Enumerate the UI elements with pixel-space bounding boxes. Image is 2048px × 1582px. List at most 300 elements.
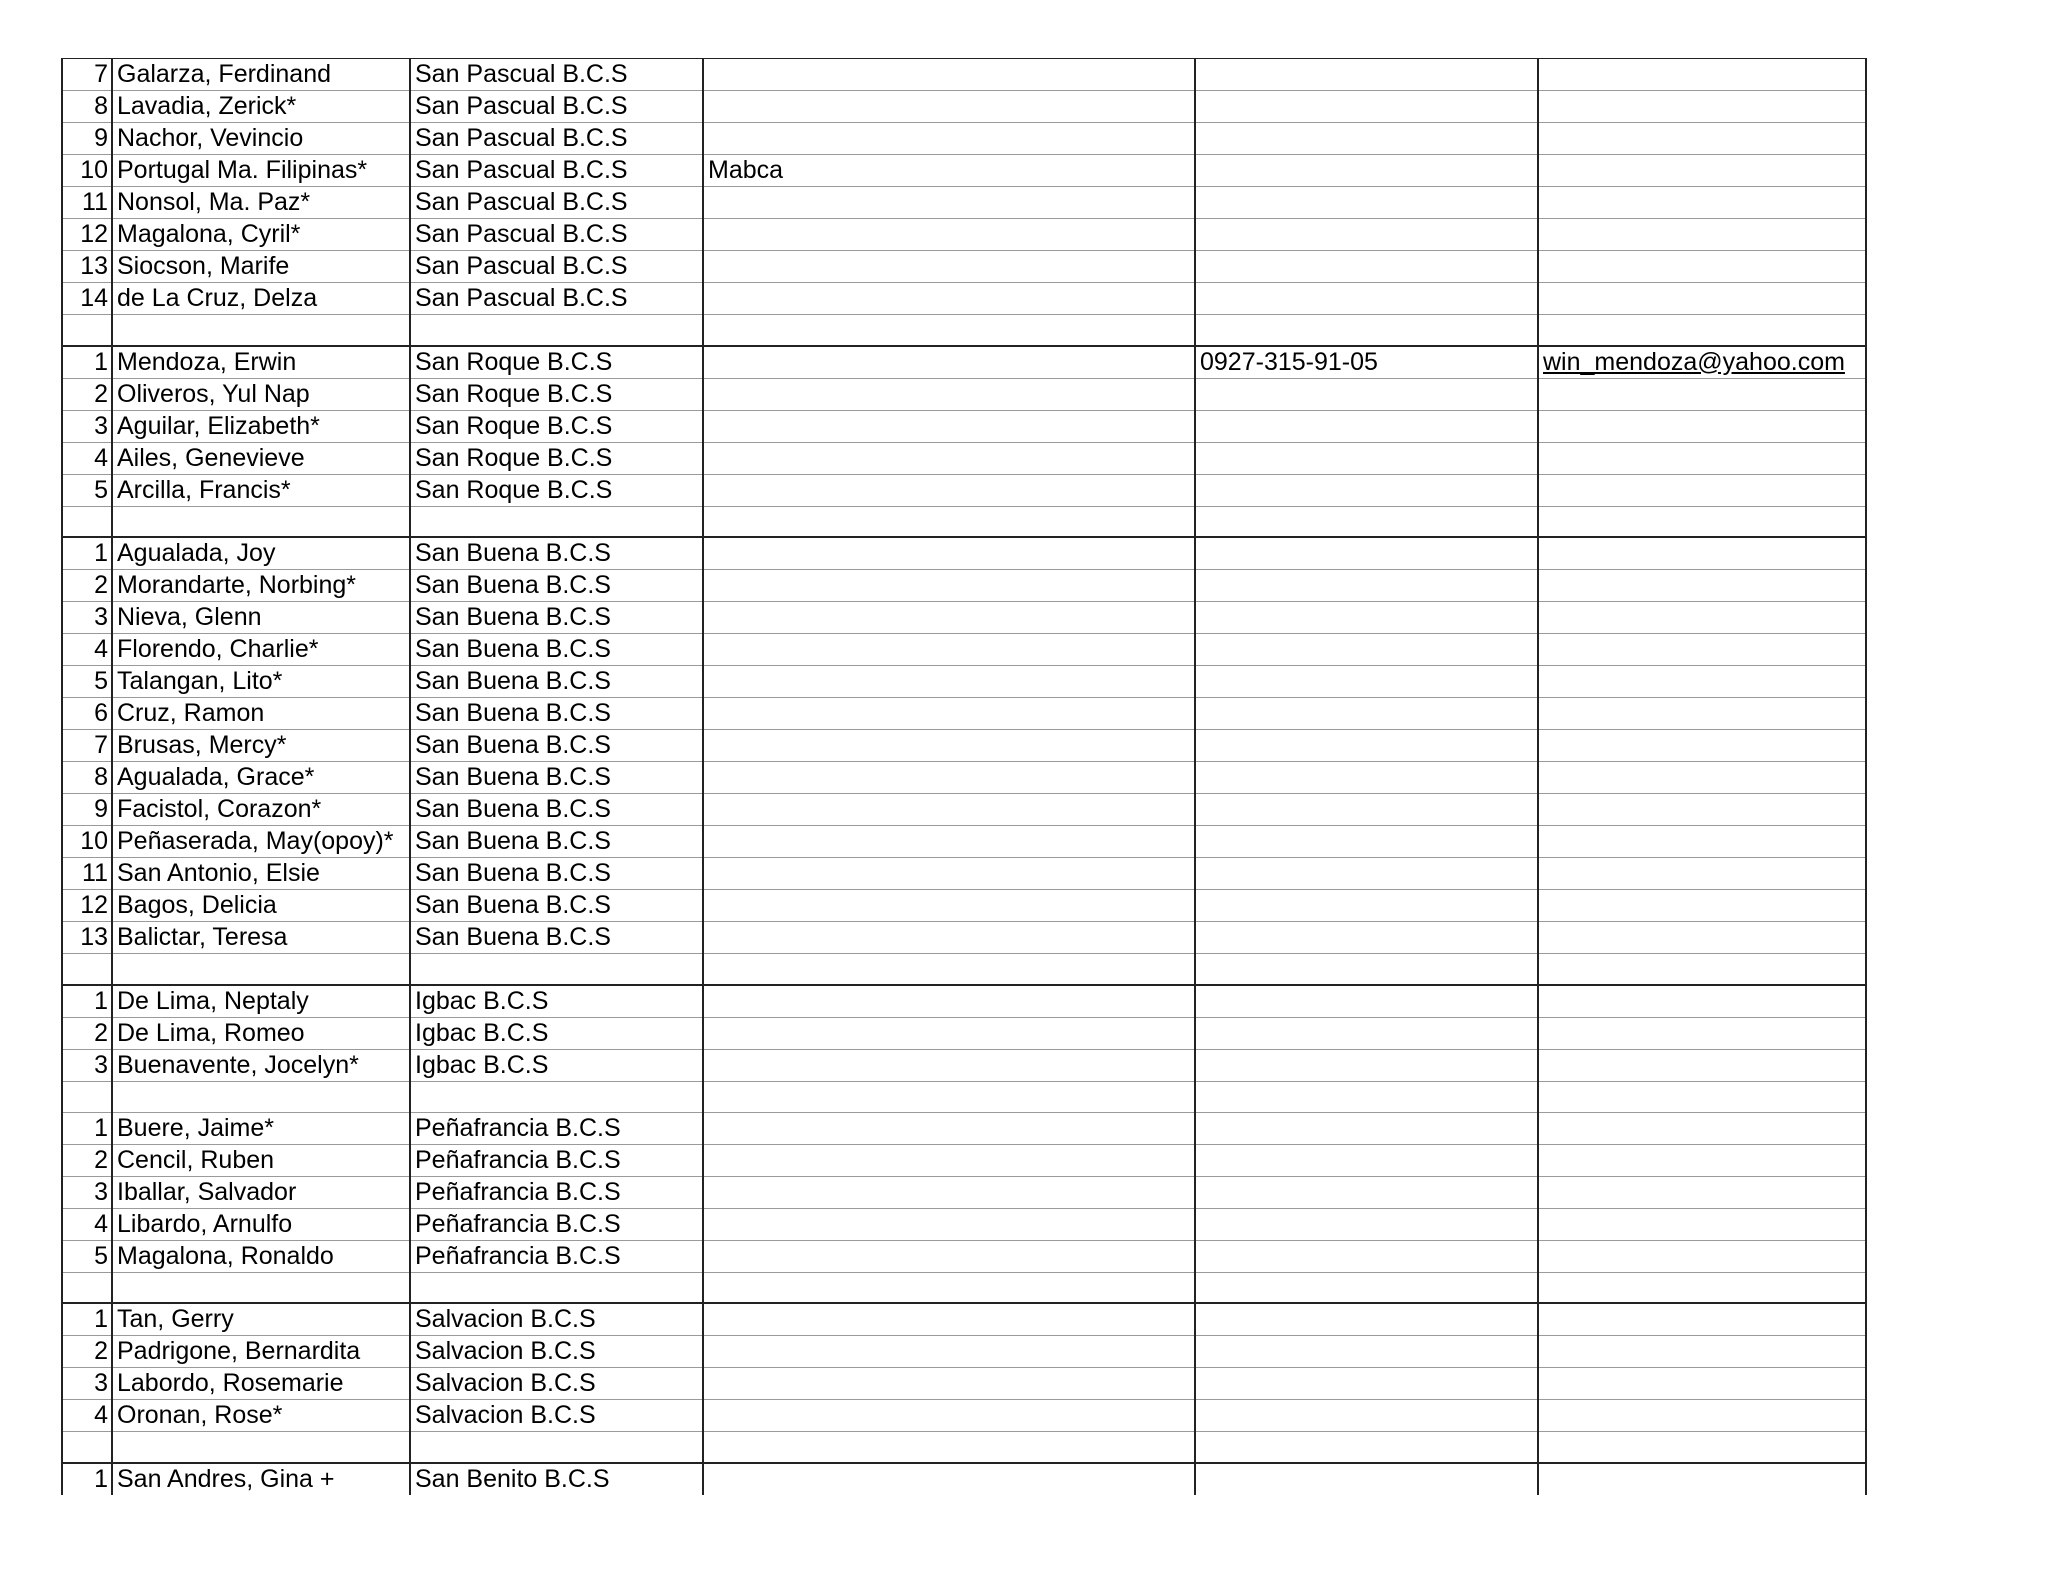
note-cell <box>703 826 1195 858</box>
phone-number-cell <box>1195 1081 1538 1112</box>
note-cell <box>703 890 1195 922</box>
table-row <box>62 1176 1866 1208</box>
table-row <box>62 410 1866 442</box>
organization-cell: Peñafrancia B.C.S <box>410 1112 703 1144</box>
note-cell <box>703 858 1195 890</box>
note-cell <box>703 634 1195 666</box>
phone-number-cell <box>1195 1176 1538 1208</box>
email-cell <box>1538 954 1866 985</box>
table-row <box>62 794 1866 826</box>
note-cell <box>703 1463 1195 1495</box>
note-cell <box>703 1208 1195 1240</box>
note-cell <box>703 187 1195 219</box>
table-row <box>62 1112 1866 1144</box>
row-number-cell: 11 <box>62 187 112 219</box>
member-name-cell: Galarza, Ferdinand <box>112 59 410 91</box>
row-number-cell <box>62 1432 112 1463</box>
phone-number-cell <box>1195 91 1538 123</box>
note-cell <box>703 378 1195 410</box>
organization-cell: San Buena B.C.S <box>410 602 703 634</box>
note-cell <box>703 922 1195 954</box>
member-name-cell: Cencil, Ruben <box>112 1144 410 1176</box>
organization-cell <box>410 315 703 346</box>
row-number-cell: 9 <box>62 123 112 155</box>
note-cell <box>703 410 1195 442</box>
organization-cell: San Buena B.C.S <box>410 537 703 570</box>
organization-cell: Peñafrancia B.C.S <box>410 1240 703 1272</box>
note-cell <box>703 762 1195 794</box>
email-cell <box>1538 1368 1866 1400</box>
phone-number-cell <box>1195 922 1538 954</box>
organization-cell: San Buena B.C.S <box>410 890 703 922</box>
row-number-cell: 1 <box>62 1112 112 1144</box>
row-number-cell: 10 <box>62 826 112 858</box>
member-name-cell: Mendoza, Erwin <box>112 346 410 379</box>
member-name-cell: Nachor, Vevincio <box>112 123 410 155</box>
organization-cell: Salvacion B.C.S <box>410 1368 703 1400</box>
note-cell <box>703 91 1195 123</box>
table-row <box>62 537 1866 570</box>
organization-cell: San Buena B.C.S <box>410 762 703 794</box>
email-cell <box>1538 762 1866 794</box>
note-cell <box>703 985 1195 1018</box>
row-number-cell: 5 <box>62 474 112 506</box>
phone-number-cell <box>1195 730 1538 762</box>
organization-cell <box>410 506 703 537</box>
note-cell <box>703 1368 1195 1400</box>
row-number-cell: 3 <box>62 1049 112 1081</box>
note-cell <box>703 474 1195 506</box>
row-number-cell: 7 <box>62 730 112 762</box>
table-row <box>62 826 1866 858</box>
phone-number-cell <box>1195 890 1538 922</box>
organization-cell <box>410 1081 703 1112</box>
email-cell <box>1538 570 1866 602</box>
email-cell <box>1538 123 1866 155</box>
phone-number-cell <box>1195 1432 1538 1463</box>
email-cell <box>1538 1272 1866 1303</box>
phone-number-cell <box>1195 155 1538 187</box>
member-name-cell: Oliveros, Yul Nap <box>112 378 410 410</box>
email-cell <box>1538 922 1866 954</box>
member-name-cell: Arcilla, Francis* <box>112 474 410 506</box>
note-cell <box>703 1049 1195 1081</box>
row-number-cell: 6 <box>62 698 112 730</box>
table-row <box>62 570 1866 602</box>
member-name-cell: Portugal Ma. Filipinas* <box>112 155 410 187</box>
email-cell <box>1538 442 1866 474</box>
phone-number-cell <box>1195 537 1538 570</box>
member-name-cell: Magalona, Cyril* <box>112 219 410 251</box>
row-number-cell: 12 <box>62 890 112 922</box>
phone-number-cell <box>1195 666 1538 698</box>
phone-number-cell <box>1195 283 1538 315</box>
note-cell <box>703 1432 1195 1463</box>
email-cell <box>1538 858 1866 890</box>
organization-cell: San Buena B.C.S <box>410 922 703 954</box>
table-row <box>62 1017 1866 1049</box>
row-number-cell: 13 <box>62 251 112 283</box>
row-number-cell: 5 <box>62 1240 112 1272</box>
note-cell <box>703 730 1195 762</box>
row-number-cell: 10 <box>62 155 112 187</box>
table-row <box>62 123 1866 155</box>
email-cell <box>1538 346 1866 379</box>
note-cell <box>703 59 1195 91</box>
organization-cell: Peñafrancia B.C.S <box>410 1208 703 1240</box>
note-cell <box>703 698 1195 730</box>
organization-cell: Igbac B.C.S <box>410 1017 703 1049</box>
organization-cell: San Buena B.C.S <box>410 698 703 730</box>
member-name-cell: Buenavente, Jocelyn* <box>112 1049 410 1081</box>
note-cell <box>703 442 1195 474</box>
table-row <box>62 251 1866 283</box>
organization-cell: San Benito B.C.S <box>410 1463 703 1495</box>
organization-cell: San Roque B.C.S <box>410 378 703 410</box>
email-cell <box>1538 506 1866 537</box>
table-row <box>62 634 1866 666</box>
organization-cell: San Roque B.C.S <box>410 410 703 442</box>
table-row <box>62 283 1866 315</box>
row-number-cell <box>62 1272 112 1303</box>
blank-row <box>62 1081 1866 1112</box>
row-number-cell: 2 <box>62 378 112 410</box>
row-number-cell: 3 <box>62 410 112 442</box>
roster-table <box>61 58 1867 1495</box>
email-cell <box>1538 1432 1866 1463</box>
table-row <box>62 1303 1866 1336</box>
table-row <box>62 666 1866 698</box>
row-number-cell: 1 <box>62 537 112 570</box>
email-cell <box>1538 1463 1866 1495</box>
email-cell <box>1538 1017 1866 1049</box>
table-row <box>62 858 1866 890</box>
member-name-cell: Oronan, Rose* <box>112 1400 410 1432</box>
note-cell <box>703 1176 1195 1208</box>
organization-cell: San Buena B.C.S <box>410 794 703 826</box>
email-cell <box>1538 826 1866 858</box>
member-name-cell: Ailes, Genevieve <box>112 442 410 474</box>
organization-cell: San Pascual B.C.S <box>410 123 703 155</box>
organization-cell: Igbac B.C.S <box>410 1049 703 1081</box>
row-number-cell: 11 <box>62 858 112 890</box>
note-cell <box>703 219 1195 251</box>
row-number-cell: 4 <box>62 442 112 474</box>
row-number-cell: 2 <box>62 1144 112 1176</box>
table-row <box>62 378 1866 410</box>
member-name-cell: San Antonio, Elsie <box>112 858 410 890</box>
email-cell <box>1538 1208 1866 1240</box>
member-name-cell: Balictar, Teresa <box>112 922 410 954</box>
organization-cell: San Pascual B.C.S <box>410 59 703 91</box>
email-cell <box>1538 59 1866 91</box>
phone-number-cell <box>1195 1017 1538 1049</box>
organization-cell: San Pascual B.C.S <box>410 155 703 187</box>
phone-number-cell <box>1195 1336 1538 1368</box>
phone-number-cell <box>1195 858 1538 890</box>
organization-cell: Peñafrancia B.C.S <box>410 1144 703 1176</box>
phone-number-cell <box>1195 1368 1538 1400</box>
email-cell <box>1538 602 1866 634</box>
organization-cell: Salvacion B.C.S <box>410 1303 703 1336</box>
row-number-cell: 4 <box>62 634 112 666</box>
note-cell: Mabca <box>703 155 1195 187</box>
table-row <box>62 1049 1866 1081</box>
row-number-cell: 12 <box>62 219 112 251</box>
email-cell <box>1538 985 1866 1018</box>
phone-number-cell <box>1195 794 1538 826</box>
note-cell <box>703 1400 1195 1432</box>
member-name-cell: Bagos, Delicia <box>112 890 410 922</box>
member-name-cell <box>112 1432 410 1463</box>
table-row <box>62 730 1866 762</box>
organization-cell: San Buena B.C.S <box>410 826 703 858</box>
member-name-cell: Agualada, Grace* <box>112 762 410 794</box>
phone-number-cell <box>1195 954 1538 985</box>
table-row <box>62 1144 1866 1176</box>
phone-number-cell: 0927-315-91-05 <box>1195 346 1538 379</box>
member-name-cell: Buere, Jaime* <box>112 1112 410 1144</box>
table-row <box>62 59 1866 91</box>
member-name-cell: de La Cruz, Delza <box>112 283 410 315</box>
phone-number-cell <box>1195 698 1538 730</box>
member-name-cell: Lavadia, Zerick* <box>112 91 410 123</box>
email-cell <box>1538 1176 1866 1208</box>
row-number-cell: 9 <box>62 794 112 826</box>
organization-cell: Salvacion B.C.S <box>410 1336 703 1368</box>
blank-row <box>62 954 1866 985</box>
member-name-cell <box>112 954 410 985</box>
email-cell <box>1538 91 1866 123</box>
organization-cell: San Roque B.C.S <box>410 346 703 379</box>
row-number-cell: 13 <box>62 922 112 954</box>
email-cell <box>1538 698 1866 730</box>
member-name-cell: Agualada, Joy <box>112 537 410 570</box>
member-name-cell: Padrigone, Bernardita <box>112 1336 410 1368</box>
table-row <box>62 442 1866 474</box>
email-cell <box>1538 730 1866 762</box>
table-row <box>62 1400 1866 1432</box>
row-number-cell: 7 <box>62 59 112 91</box>
member-name-cell: Morandarte, Norbing* <box>112 570 410 602</box>
note-cell <box>703 1240 1195 1272</box>
phone-number-cell <box>1195 1208 1538 1240</box>
email-cell <box>1538 1081 1866 1112</box>
member-name-cell: Siocson, Marife <box>112 251 410 283</box>
organization-cell: San Buena B.C.S <box>410 730 703 762</box>
member-name-cell <box>112 1272 410 1303</box>
note-cell <box>703 1303 1195 1336</box>
phone-number-cell <box>1195 1303 1538 1336</box>
table-row <box>62 187 1866 219</box>
email-cell <box>1538 155 1866 187</box>
email-cell <box>1538 890 1866 922</box>
organization-cell: San Roque B.C.S <box>410 442 703 474</box>
note-cell <box>703 1272 1195 1303</box>
member-name-cell: Peñaserada, May(opoy)* <box>112 826 410 858</box>
row-number-cell: 3 <box>62 1368 112 1400</box>
row-number-cell: 5 <box>62 666 112 698</box>
organization-cell: San Pascual B.C.S <box>410 187 703 219</box>
member-name-cell: Facistol, Corazon* <box>112 794 410 826</box>
phone-number-cell <box>1195 474 1538 506</box>
blank-row <box>62 506 1866 537</box>
row-number-cell: 8 <box>62 762 112 794</box>
row-number-cell <box>62 1081 112 1112</box>
organization-cell: San Buena B.C.S <box>410 858 703 890</box>
note-cell <box>703 1144 1195 1176</box>
blank-row <box>62 1432 1866 1463</box>
member-name-cell: De Lima, Neptaly <box>112 985 410 1018</box>
email-cell <box>1538 537 1866 570</box>
phone-number-cell <box>1195 602 1538 634</box>
note-cell <box>703 123 1195 155</box>
phone-number-cell <box>1195 410 1538 442</box>
email-cell <box>1538 1144 1866 1176</box>
row-number-cell: 2 <box>62 1336 112 1368</box>
phone-number-cell <box>1195 187 1538 219</box>
roster-body <box>62 59 1866 1495</box>
phone-number-cell <box>1195 1049 1538 1081</box>
note-cell <box>703 506 1195 537</box>
email-cell <box>1538 1303 1866 1336</box>
note-cell <box>703 251 1195 283</box>
email-cell <box>1538 1240 1866 1272</box>
phone-number-cell <box>1195 1240 1538 1272</box>
organization-cell: Igbac B.C.S <box>410 985 703 1018</box>
organization-cell: San Pascual B.C.S <box>410 91 703 123</box>
phone-number-cell <box>1195 1144 1538 1176</box>
email-cell <box>1538 634 1866 666</box>
row-number-cell: 8 <box>62 91 112 123</box>
email-cell <box>1538 378 1866 410</box>
email-cell <box>1538 315 1866 346</box>
note-cell <box>703 1112 1195 1144</box>
table-row <box>62 1463 1866 1495</box>
row-number-cell: 1 <box>62 1303 112 1336</box>
note-cell <box>703 954 1195 985</box>
email-cell <box>1538 1112 1866 1144</box>
note-cell <box>703 570 1195 602</box>
table-row <box>62 91 1866 123</box>
phone-number-cell <box>1195 59 1538 91</box>
table-row <box>62 474 1866 506</box>
email-cell <box>1538 187 1866 219</box>
organization-cell: San Pascual B.C.S <box>410 251 703 283</box>
email-link[interactable]: win_mendoza@yahoo.com <box>1543 347 1845 376</box>
organization-cell: San Pascual B.C.S <box>410 219 703 251</box>
table-row <box>62 1208 1866 1240</box>
email-cell <box>1538 1400 1866 1432</box>
row-number-cell: 1 <box>62 346 112 379</box>
table-row <box>62 698 1866 730</box>
phone-number-cell <box>1195 634 1538 666</box>
row-number-cell: 3 <box>62 1176 112 1208</box>
table-row <box>62 985 1866 1018</box>
organization-cell: San Buena B.C.S <box>410 570 703 602</box>
table-row <box>62 602 1866 634</box>
member-name-cell: Brusas, Mercy* <box>112 730 410 762</box>
row-number-cell: 2 <box>62 1017 112 1049</box>
member-name-cell: San Andres, Gina + <box>112 1463 410 1495</box>
member-name-cell: Cruz, Ramon <box>112 698 410 730</box>
blank-row <box>62 1272 1866 1303</box>
phone-number-cell <box>1195 1272 1538 1303</box>
organization-cell: San Buena B.C.S <box>410 634 703 666</box>
email-cell <box>1538 666 1866 698</box>
phone-number-cell <box>1195 219 1538 251</box>
member-name-cell <box>112 506 410 537</box>
phone-number-cell <box>1195 985 1538 1018</box>
member-name-cell: Magalona, Ronaldo <box>112 1240 410 1272</box>
note-cell <box>703 1081 1195 1112</box>
email-cell <box>1538 1049 1866 1081</box>
organization-cell <box>410 1432 703 1463</box>
member-name-cell: Tan, Gerry <box>112 1303 410 1336</box>
member-name-cell: Libardo, Arnulfo <box>112 1208 410 1240</box>
row-number-cell: 3 <box>62 602 112 634</box>
phone-number-cell <box>1195 826 1538 858</box>
table-row <box>62 890 1866 922</box>
row-number-cell <box>62 506 112 537</box>
member-name-cell: Nieva, Glenn <box>112 602 410 634</box>
table-row <box>62 762 1866 794</box>
row-number-cell: 4 <box>62 1208 112 1240</box>
phone-number-cell <box>1195 1400 1538 1432</box>
email-cell <box>1538 251 1866 283</box>
email-cell <box>1538 410 1866 442</box>
organization-cell: Peñafrancia B.C.S <box>410 1176 703 1208</box>
table-row <box>62 1240 1866 1272</box>
row-number-cell: 2 <box>62 570 112 602</box>
table-row <box>62 1368 1866 1400</box>
phone-number-cell <box>1195 506 1538 537</box>
member-name-cell: De Lima, Romeo <box>112 1017 410 1049</box>
organization-cell: Salvacion B.C.S <box>410 1400 703 1432</box>
note-cell <box>703 315 1195 346</box>
phone-number-cell <box>1195 1463 1538 1495</box>
phone-number-cell <box>1195 762 1538 794</box>
note-cell <box>703 1336 1195 1368</box>
note-cell <box>703 794 1195 826</box>
email-cell <box>1538 794 1866 826</box>
note-cell <box>703 283 1195 315</box>
member-name-cell <box>112 315 410 346</box>
row-number-cell <box>62 954 112 985</box>
blank-row <box>62 315 1866 346</box>
phone-number-cell <box>1195 251 1538 283</box>
table-row <box>62 219 1866 251</box>
note-cell <box>703 537 1195 570</box>
phone-number-cell <box>1195 123 1538 155</box>
note-cell <box>703 1017 1195 1049</box>
member-name-cell: Aguilar, Elizabeth* <box>112 410 410 442</box>
row-number-cell: 1 <box>62 1463 112 1495</box>
table-row <box>62 1336 1866 1368</box>
note-cell <box>703 602 1195 634</box>
member-name-cell: Talangan, Lito* <box>112 666 410 698</box>
phone-number-cell <box>1195 378 1538 410</box>
member-name-cell: Labordo, Rosemarie <box>112 1368 410 1400</box>
note-cell <box>703 346 1195 379</box>
organization-cell: San Pascual B.C.S <box>410 283 703 315</box>
organization-cell: San Buena B.C.S <box>410 666 703 698</box>
table-row <box>62 922 1866 954</box>
row-number-cell: 4 <box>62 1400 112 1432</box>
organization-cell <box>410 1272 703 1303</box>
member-name-cell: Iballar, Salvador <box>112 1176 410 1208</box>
email-cell <box>1538 283 1866 315</box>
